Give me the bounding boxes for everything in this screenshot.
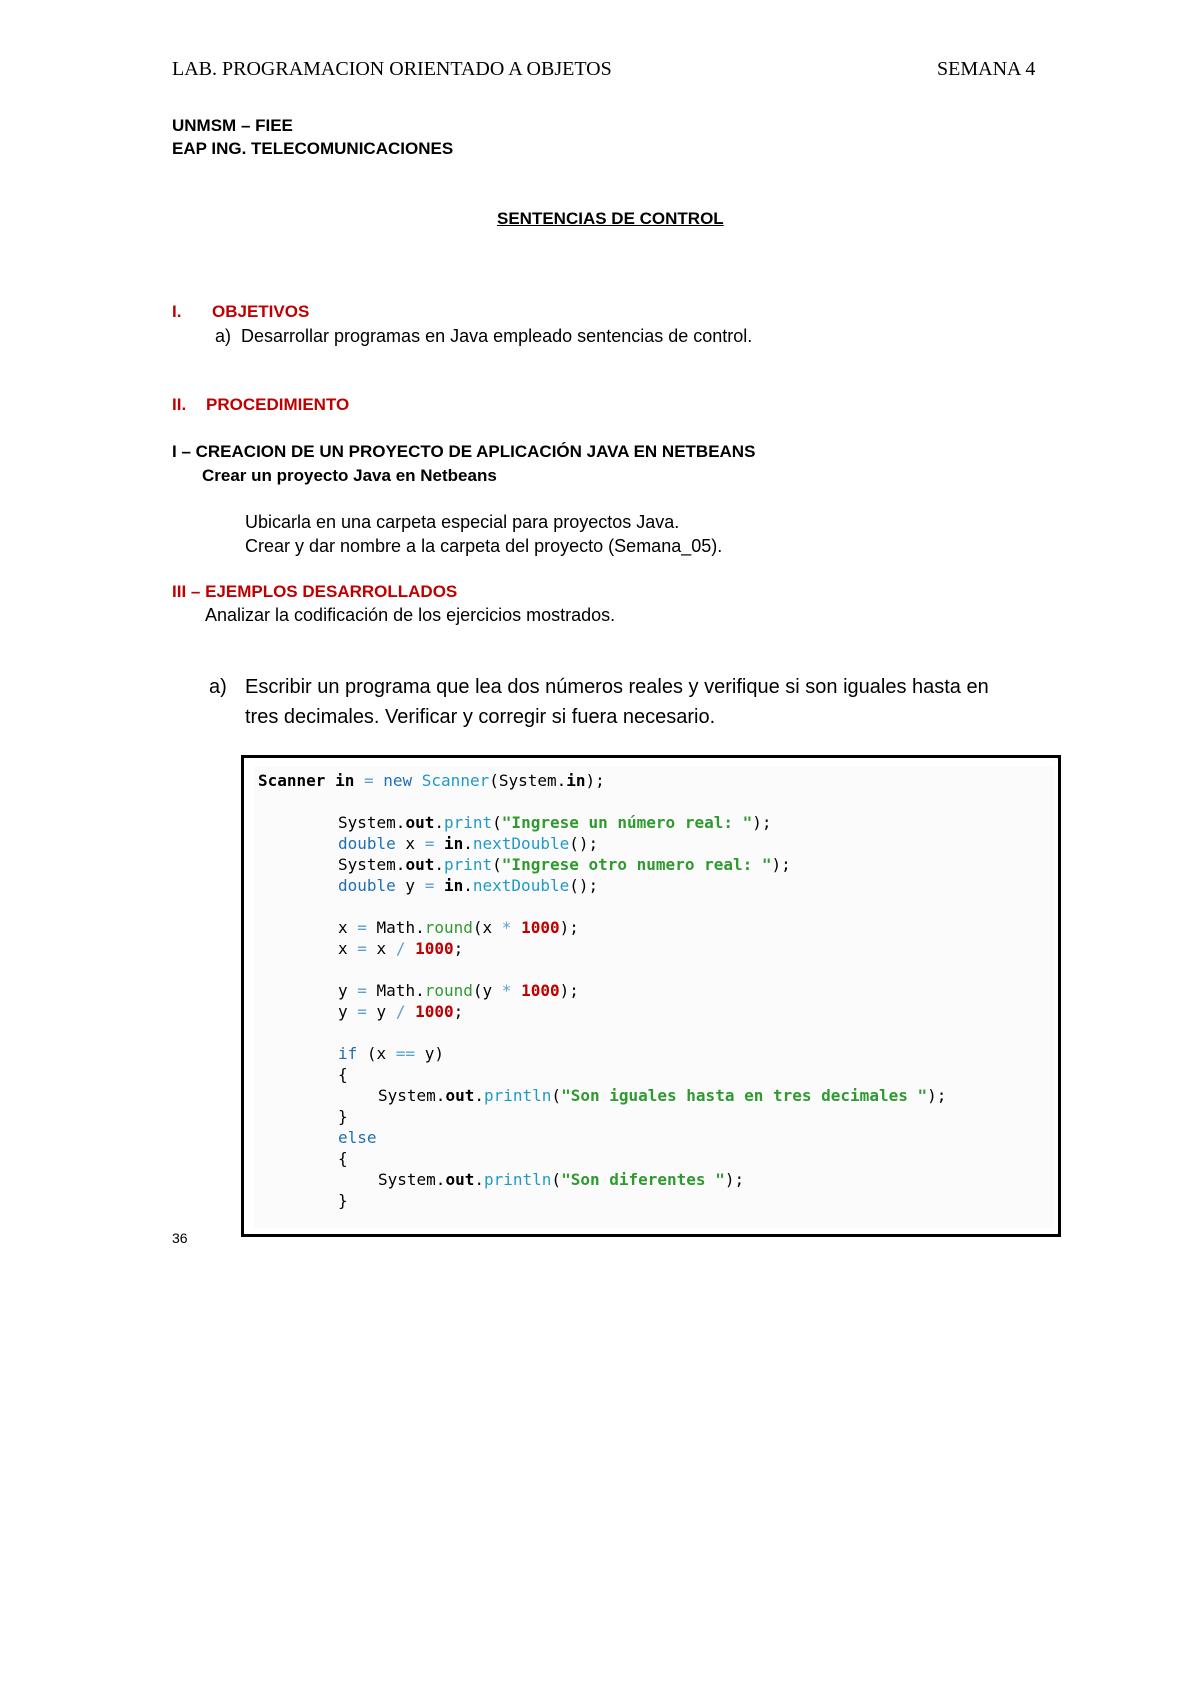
code-line-10: if (x == y) <box>338 1044 444 1063</box>
code-line-12: System.out.println("Son iguales hasta en tres decimales "); <box>378 1086 947 1105</box>
code-line-2: System.out.print("Ingrese un número real: "); <box>338 813 772 832</box>
section-2-heading: PROCEDIMIENTO <box>206 395 350 414</box>
code-line-1: Scanner in = new Scanner(System.in); <box>258 771 605 790</box>
subsection-subheading: Crear un proyecto Java en Netbeans <box>202 466 497 485</box>
section-2-number: II. <box>172 395 187 414</box>
section-1-number: I. <box>172 302 182 321</box>
code-line-9: y = y / 1000; <box>338 1002 464 1021</box>
code-line-3: double x = in.nextDouble(); <box>338 834 599 853</box>
institution-line-1: UNMSM – FIEE <box>172 116 293 135</box>
code-line-6: x = Math.round(x * 1000); <box>338 918 579 937</box>
code-line-17: } <box>338 1191 348 1210</box>
code-line-13: } <box>338 1107 348 1126</box>
page-number: 36 <box>172 1230 188 1246</box>
code-line-15: { <box>338 1149 348 1168</box>
institution-line-2: EAP ING. TELECOMUNICACIONES <box>172 139 454 158</box>
code-line-16: System.out.println("Son diferentes "); <box>378 1170 745 1189</box>
exercise-line-2: tres decimales. Verificar y corregir si fuera necesario. <box>245 706 716 728</box>
code-line-11: { <box>338 1065 348 1084</box>
exercise-line-1: Escribir un programa que lea dos números reales y verifique si son iguales hasta en <box>245 676 989 698</box>
section-1-heading: OBJETIVOS <box>212 302 310 321</box>
code-line-5: double y = in.nextDouble(); <box>338 876 599 895</box>
procedure-line-1: Ubicarla en una carpeta especial para proyectos Java. <box>245 512 680 532</box>
section-3-intro: Analizar la codificación de los ejercicios mostrados. <box>205 605 616 625</box>
running-header-right: SEMANA 4 <box>937 58 1036 80</box>
objective-item: a) Desarrollar programas en Java empleado sentencias de control. <box>215 326 753 346</box>
section-3-heading: III – EJEMPLOS DESARROLLADOS <box>172 582 458 601</box>
exercise-label: a) <box>209 676 227 698</box>
procedure-line-2: Crear y dar nombre a la carpeta del proyecto (Semana_05). <box>245 536 723 556</box>
subsection-heading: I – CREACION DE UN PROYECTO DE APLICACIÓN JAVA EN NETBEANS <box>172 442 756 461</box>
page-title: SENTENCIAS DE CONTROL <box>497 209 724 228</box>
code-block <box>241 755 1061 1237</box>
code-line-4: System.out.print("Ingrese otro numero real: "); <box>338 855 791 874</box>
code-line-8: y = Math.round(y * 1000); <box>338 981 579 1000</box>
running-header-left: LAB. PROGRAMACION ORIENTADO A OBJETOS <box>172 58 612 80</box>
code-line-14: else <box>338 1128 377 1147</box>
code-line-7: x = x / 1000; <box>338 939 464 958</box>
